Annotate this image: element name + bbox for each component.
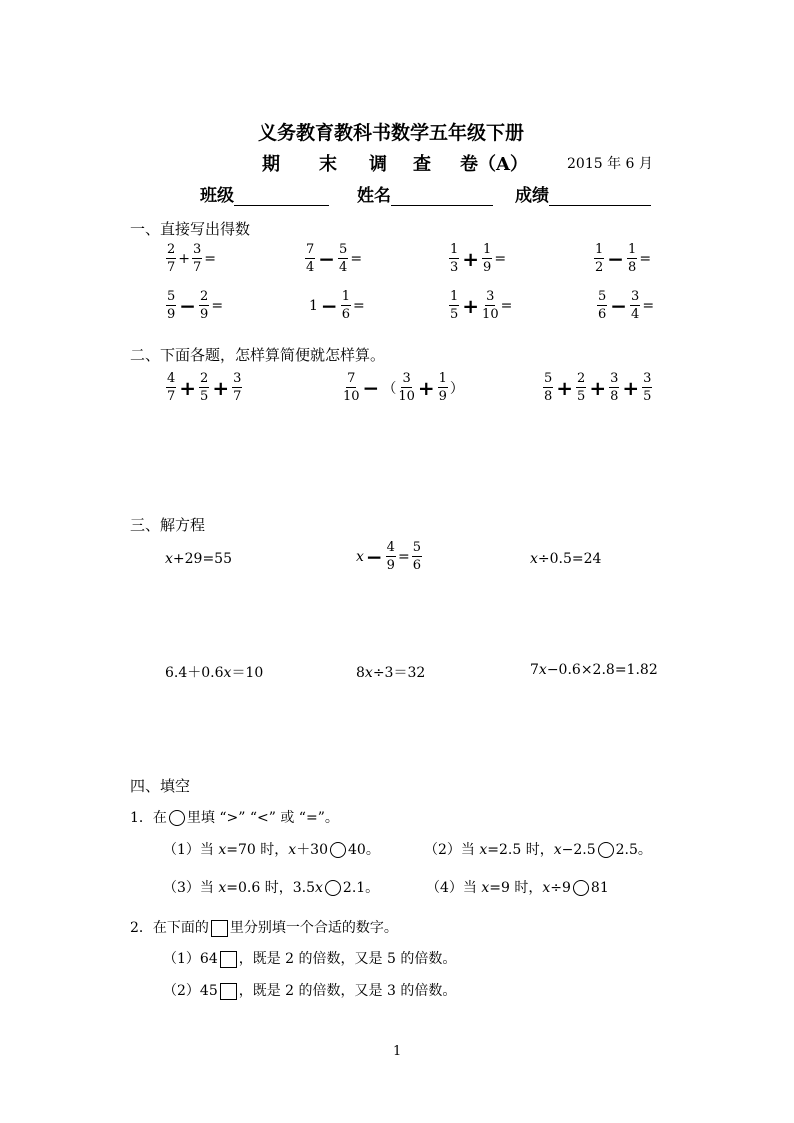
class-label: 班级 xyxy=(200,186,234,206)
fraction: $\frac{3}{5}$ xyxy=(643,371,652,404)
q1-item-4: （4）当 x=9 时，x÷9 81 xyxy=(426,880,609,896)
score-label: 成绩 xyxy=(515,186,549,206)
fraction: $\frac{4}{7}$ xyxy=(167,371,176,404)
q1-item-2: （2）当 x=2.5 时，x−2.5 2.5。 xyxy=(424,842,652,858)
score-field xyxy=(515,181,651,206)
exam-title-5: 卷（A） xyxy=(460,154,528,175)
s3-eq-5: 8x÷3＝32 xyxy=(356,665,426,681)
exam-date: 2015 年 6 月 xyxy=(567,156,653,172)
page-number: 1 xyxy=(393,1044,402,1059)
q2-item-1: （1）64 ，既是 2 的倍数，又是 5 的倍数。 xyxy=(163,951,457,967)
fraction: $\frac{3}{10}$ xyxy=(398,371,415,404)
class-field xyxy=(200,181,329,206)
s3-eq-3: x÷0.5=24 xyxy=(530,551,602,567)
q1-item-3: （3）当 x=0.6 时，3.5x 2.1。 xyxy=(163,880,380,896)
exam-title-1: 期 xyxy=(262,154,280,175)
fraction: $\frac{5}{8}$ xyxy=(544,371,553,404)
s1-item-4: $\frac{1}{2}$ − $\frac{1}{8}$ = xyxy=(595,242,652,275)
section3-heading: 三、解方程 xyxy=(130,516,206,534)
fraction: $\frac{1}{5}$ xyxy=(450,289,459,322)
fraction: $\frac{3}{10}$ xyxy=(482,289,499,322)
answer-box[interactable] xyxy=(220,951,237,968)
fraction: $\frac{5}{6}$ xyxy=(598,289,607,322)
fraction: $\frac{1}{9}$ xyxy=(438,371,447,404)
square-icon xyxy=(211,920,228,937)
fraction: $\frac{2}{5}$ xyxy=(200,371,209,404)
q2-instruction: 2．在下面的 里分别填一个合适的数字。 xyxy=(130,920,398,936)
fraction: $\frac{7}{4}$ xyxy=(306,242,315,275)
answer-circle[interactable] xyxy=(598,842,614,858)
fraction: $\frac{1}{2}$ xyxy=(595,242,604,275)
fraction: $\frac{5}{9}$ xyxy=(167,289,176,322)
paper-title: 义务教育教科书数学五年级下册 xyxy=(258,122,525,144)
section2-heading: 二、下面各题，怎样算简便就怎样算。 xyxy=(130,346,386,364)
fraction: $\frac{1}{3}$ xyxy=(450,242,459,275)
name-label: 姓名 xyxy=(357,186,391,206)
score-blank[interactable] xyxy=(549,189,651,206)
q1-item-1: （1）当 x=70 时，x＋30 40。 xyxy=(163,842,380,858)
exam-title-3: 调 xyxy=(369,154,387,175)
fraction: $\frac{5}{4}$ xyxy=(339,242,348,275)
fraction: $\frac{2}{5}$ xyxy=(577,371,586,404)
class-blank[interactable] xyxy=(234,189,329,206)
answer-circle[interactable] xyxy=(573,880,589,896)
fraction: $\frac{3}{4}$ xyxy=(631,289,640,322)
answer-box[interactable] xyxy=(220,983,237,1000)
s1-item-7: $\frac{1}{5}$ + $\frac{3}{10}$ = xyxy=(450,289,513,322)
s2-problem-3: $\frac{5}{8}$ + $\frac{2}{5}$ + $\frac{3}{8}$ + $\frac{3}{5}$ xyxy=(544,371,652,404)
s3-eq-1: x+29=55 xyxy=(165,551,232,567)
fraction: $\frac{5}{6}$ xyxy=(412,540,421,573)
circle-icon xyxy=(169,810,185,826)
answer-circle[interactable] xyxy=(330,842,346,858)
fraction: $\frac{2}{7}$ xyxy=(167,242,176,275)
fraction: $\frac{2}{9}$ xyxy=(200,289,209,322)
s2-problem-2: $\frac{7}{10}$ − （ $\frac{3}{10}$ + $\frac{1}{9}$ ） xyxy=(343,371,464,404)
s1-item-8: $\frac{5}{6}$ − $\frac{3}{4}$ = xyxy=(598,289,655,322)
s1-item-6: 1 − $\frac{1}{6}$ = xyxy=(309,289,365,322)
s1-item-5: $\frac{5}{9}$ − $\frac{2}{9}$ = xyxy=(167,289,224,322)
s3-eq-2: x − $\frac{4}{9}$ = $\frac{5}{6}$ xyxy=(356,540,421,573)
exam-title-2: 末 xyxy=(319,154,337,175)
q2-item-2: （2）45 ，既是 2 的倍数，又是 3 的倍数。 xyxy=(163,983,457,999)
fraction: $\frac{3}{7}$ xyxy=(193,242,202,275)
fraction: $\frac{4}{9}$ xyxy=(386,540,395,573)
s1-item-3: $\frac{1}{3}$ + $\frac{1}{9}$ = xyxy=(450,242,507,275)
s1-item-1: $\frac{2}{7}$ + $\frac{3}{7}$ = xyxy=(167,242,217,275)
fraction: $\frac{1}{8}$ xyxy=(628,242,637,275)
fraction: $\frac{7}{10}$ xyxy=(343,371,360,404)
fraction: $\frac{3}{7}$ xyxy=(233,371,242,404)
fraction: $\frac{1}{6}$ xyxy=(341,289,350,322)
q1-instruction: 1．在 里填 “>” “<” 或 “=”。 xyxy=(130,810,339,826)
s3-eq-6: 7x−0.6×2.8=1.82 xyxy=(530,662,658,678)
s3-eq-4: 6.4＋0.6x＝10 xyxy=(165,665,264,681)
s1-item-2: $\frac{7}{4}$ − $\frac{5}{4}$ = xyxy=(306,242,363,275)
section4-heading: 四、填空 xyxy=(130,777,191,795)
fraction: $\frac{1}{9}$ xyxy=(483,242,492,275)
exam-title-4: 查 xyxy=(413,154,431,175)
fraction: $\frac{3}{8}$ xyxy=(610,371,619,404)
answer-circle[interactable] xyxy=(325,880,341,896)
section1-heading: 一、直接写出得数 xyxy=(130,220,251,238)
name-blank[interactable] xyxy=(391,189,493,206)
name-field xyxy=(357,181,493,206)
s2-problem-1: $\frac{4}{7}$ + $\frac{2}{5}$ + $\frac{3}{7}$ xyxy=(167,371,242,404)
